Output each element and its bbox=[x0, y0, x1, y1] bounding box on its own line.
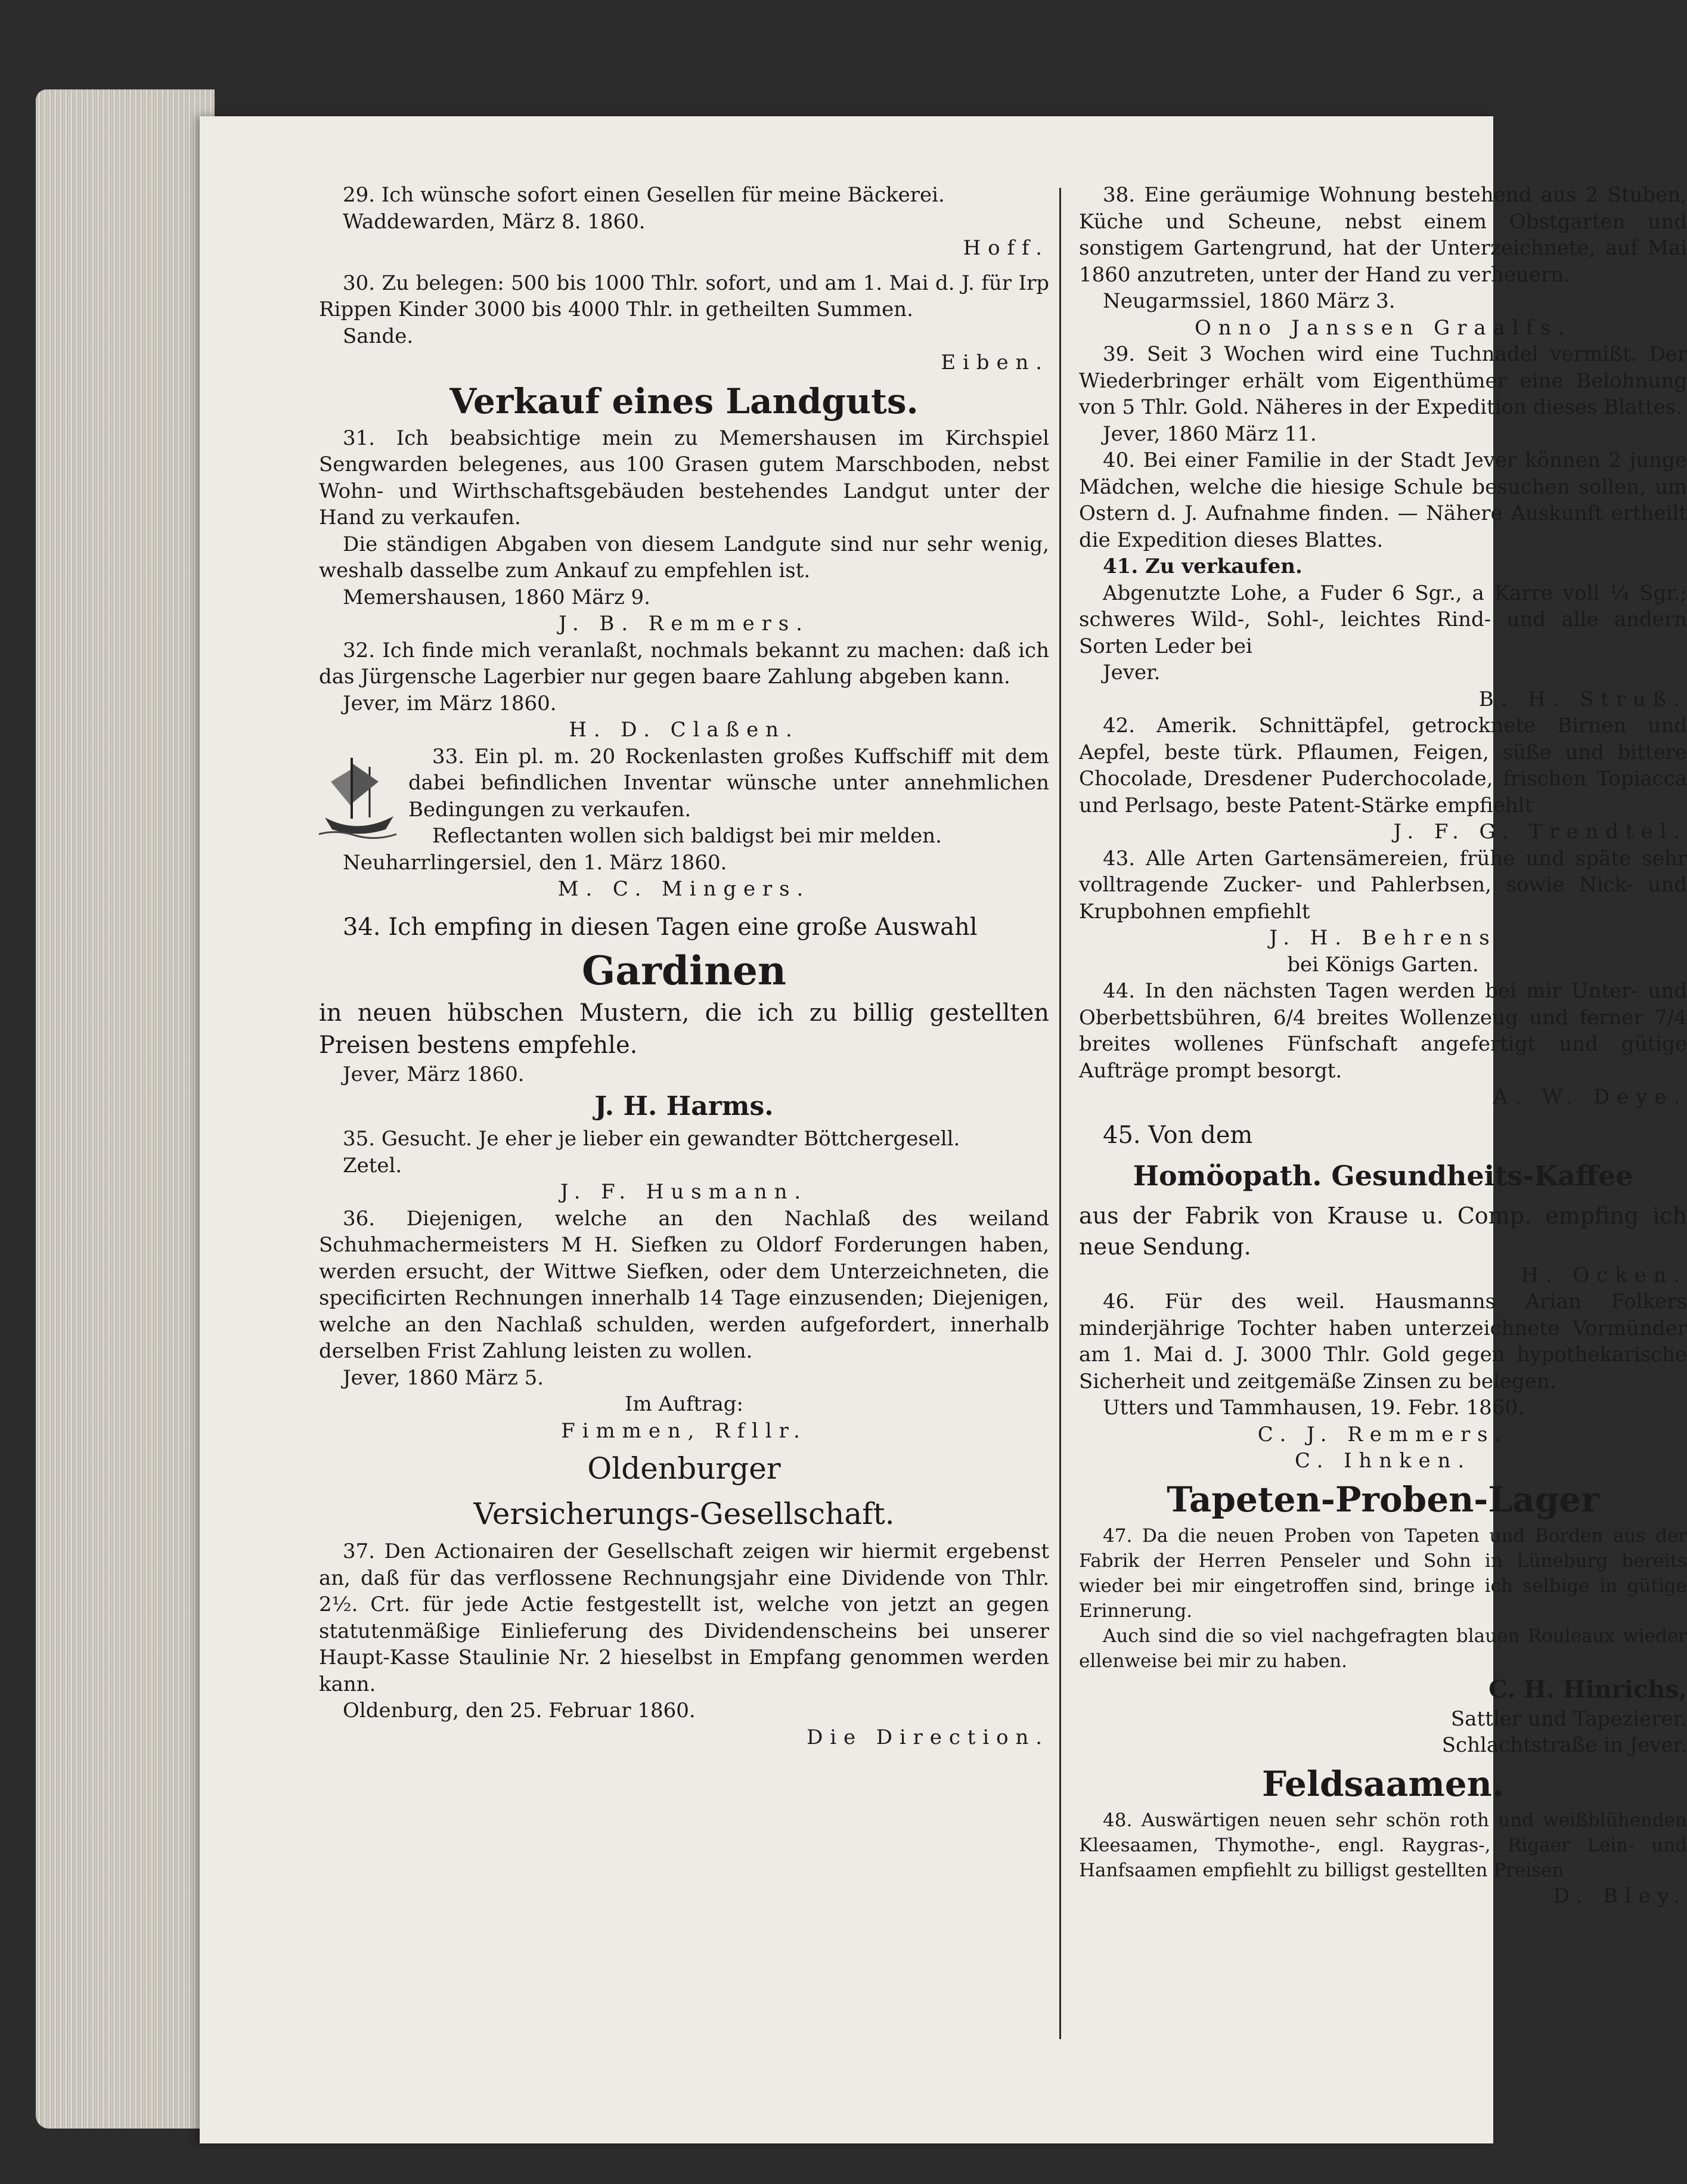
ad-39-place: Jever, 1860 März 11. bbox=[1103, 422, 1317, 446]
ad-47-sign3: Schlachtstraße in Jever. bbox=[1441, 1733, 1687, 1757]
ad-48-sign: D. Bley. bbox=[1553, 1883, 1687, 1908]
ad-33-text: 33. Ein pl. m. 20 Rockenlasten großes Kuffschiff mit dem dabei befindlichen Inventar wünsche unter annehmlichen Bedingungen zu verkaufen. bbox=[408, 744, 1049, 822]
ship-icon bbox=[319, 746, 396, 841]
ad-46-sign: C. J. Remmers. bbox=[1257, 1422, 1509, 1446]
heading-kaffee: Homöopath. Gesundheits-Kaffee bbox=[1133, 1159, 1633, 1192]
ad-32-place: Jever, im März 1860. bbox=[343, 691, 557, 715]
ad-35-place: Zetel. bbox=[343, 1153, 402, 1178]
newspaper-page bbox=[200, 116, 1687, 2143]
heading-gardinen: Gardinen bbox=[581, 947, 787, 994]
ad-45-text1: 45. Von dem bbox=[1103, 1121, 1253, 1149]
heading-feldsaamen: Feldsaamen. bbox=[1262, 1763, 1504, 1804]
ad-31-place: Memershausen, 1860 März 9. bbox=[343, 585, 650, 609]
ad-38-text: 38. Eine geräumige Wohnung bestehend aus 2 Stuben, Küche und Scheune, nebst einem Obstgarten und sonstigem Gartengrund, hat der Unterzeichnete, auf Mai 1860 anzutreten, unter der Hand zu verheuern. bbox=[1079, 183, 1687, 287]
ad-36-text: 36. Diejenigen, welche an den Nachlaß des weiland Schuhmachermeisters M H. Siefken zu Oldorf Forderungen haben, werden ersucht, der Wittwe Siefken, oder dem Unterzeichneten, die specificirten Rechnungen innerhalb 14 Tage einzusenden; Diejenigen, welche an den Nachlaß schulden, werden aufgefordert, innerhalb derselben Frist Zahlung leisten zu wollen. bbox=[319, 1206, 1049, 1363]
ad-41-text: Abgenutzte Lohe, a Fuder 6 Sgr., a Karre voll ¼ Sgr.; schweres Wild-, Sohl-, leichtes Rind- und alle andern Sorten Leder bei bbox=[1079, 581, 1687, 658]
ad-38-sign: Onno Janssen Graalfs. bbox=[1194, 315, 1572, 340]
ad-47-sign: C. H. Hinrichs, bbox=[1488, 1675, 1687, 1703]
ad-30-text: 30. Zu belegen: 500 bis 1000 Thlr. sofort, und am 1. Mai d. J. für Irp Rippen Kinder 3000 bis 4000 Thlr. in getheilten Summen. bbox=[319, 271, 1049, 321]
book-page-edges bbox=[36, 89, 215, 2129]
ad-34-sign: J. H. Harms. bbox=[594, 1091, 774, 1122]
ad-37-place: Oldenburg, den 25. Februar 1860. bbox=[343, 1699, 696, 1723]
ad-43-text: 43. Alle Arten Gartensämereien, frühe und späte sehr volltragende Zucker- und Pahlerbsen, sowie Nick- und Krupbohnen empfiehlt bbox=[1079, 846, 1687, 924]
ad-35-sign: J. F. Husmann. bbox=[560, 1180, 808, 1204]
ad-34-text1: 34. Ich empfing in diesen Tagen eine große Auswahl bbox=[343, 913, 978, 941]
ad-33-place: Neuharrlingersiel, den 1. März 1860. bbox=[343, 850, 727, 875]
left-column bbox=[319, 182, 1049, 1751]
ad-29-sign: Hoff. bbox=[963, 236, 1049, 260]
ad-42-sign: J. F. G. Trendtel. bbox=[1393, 820, 1687, 844]
ad-46-text: 46. Für des weil. Hausmanns Arian Folkers minderjährige Tochter haben unterzeichnete Vormünder am 1. Mai d. J. 3000 Thlr. Gold gegen hypothekarische Sicherheit und zeitgemäße Zinsen zu belegen. bbox=[1079, 1290, 1687, 1393]
ad-41-sign: B. H. Struß. bbox=[1478, 687, 1687, 711]
ad-45-sign: H. Ocken. bbox=[1521, 1263, 1687, 1287]
ad-47-text: 47. Da die neuen Proben von Tapeten und Borden aus der Fabrik der Herren Penseler und Sohn in Lüneburg bereits wieder bei mir eingetroffen sind, bringe ich selbige in gütige Erinnerung. bbox=[1079, 1525, 1687, 1622]
ad-48-text: 48. Auswärtigen neuen sehr schön roth und weißblühenden Kleesaamen, Thymothe-, engl. Raygras-, Rigaer Lein- und Hanfsaamen empfiehlt zu billigst gestellten Preisen bbox=[1079, 1809, 1687, 1881]
ad-43-sign2: bei Königs Garten. bbox=[1287, 952, 1479, 977]
ad-41-heading: 41. Zu verkaufen. bbox=[1103, 554, 1303, 578]
ad-33-text2: Reflectanten wollen sich baldigst bei mir melden. bbox=[432, 824, 942, 848]
ad-40-text: 40. Bei einer Familie in der Stadt Jever können 2 junge Mädchen, welche die hiesige Schule besuchen sollen, um Ostern d. J. Aufnahme finden. — Nähere Auskunft ertheilt die Expedition dieses Blattes. bbox=[1079, 448, 1687, 552]
ad-41-place: Jever. bbox=[1103, 661, 1161, 684]
ad-29-text: 29. Ich wünsche sofort einen Gesellen für meine Bäckerei. bbox=[343, 183, 945, 207]
heading-oldenburger: Oldenburger bbox=[587, 1451, 781, 1486]
right-column bbox=[1079, 182, 1687, 1909]
ad-33-sign: M. C. Mingers. bbox=[557, 877, 811, 901]
ad-31-text2: Die ständigen Abgaben von diesem Landgute sind nur sehr wenig, weshalb dasselbe zum Ankauf zu empfehlen ist. bbox=[319, 532, 1049, 583]
ad-36-place: Jever, 1860 März 5. bbox=[343, 1365, 544, 1390]
ad-30-place: Sande. bbox=[343, 324, 414, 348]
ad-30-sign: Eiben. bbox=[941, 351, 1049, 374]
ad-44-sign: A. W. Deye. bbox=[1493, 1085, 1687, 1109]
ad-44-text: 44. In den nächsten Tagen werden bei mir Unter- und Oberbettsbühren, 6/4 breites Wollenzeug und ferner 7/4 breites wollenes Fünfschaft angefertigt und gütige Aufträge prompt besorgt. bbox=[1079, 979, 1687, 1083]
ad-39-text: 39. Seit 3 Wochen wird eine Tuchnadel vermißt. Der Wiederbringer erhält vom Eigenthümer eine Belohnung von 5 Thlr. Gold. Näheres in der Expedition dieses Blattes. bbox=[1079, 342, 1687, 419]
ad-36-sign: Fimmen, Rfllr. bbox=[561, 1418, 807, 1443]
ad-37-sign: Die Direction. bbox=[807, 1725, 1049, 1749]
ad-43-sign: J. H. Behrens bbox=[1269, 926, 1497, 950]
ad-42-text: 42. Amerik. Schnittäpfel, getrocknete Birnen und Aepfel, beste türk. Pflaumen, Feigen, süße und bittere Chocolade, Dresdener Puderchocolade, frischen Topiacca und Perlsago, beste Patent-Stärke empfiehlt bbox=[1079, 714, 1687, 817]
ad-29-place: Waddewarden, März 8. 1860. bbox=[343, 209, 646, 234]
ad-32-sign: H. D. Claßen. bbox=[569, 718, 799, 742]
ad-38-place: Neugarmssiel, 1860 März 3. bbox=[1103, 289, 1396, 313]
ad-34-text2: in neuen hübschen Mustern, die ich zu billig gestellten Preisen bestens empfehle. bbox=[319, 999, 1049, 1059]
ad-47-sign2: Sattler und Tapezierer. bbox=[1450, 1706, 1687, 1731]
column-divider bbox=[1059, 188, 1061, 2039]
ad-47-text2: Auch sind die so viel nachgefragten blauen Rouleaux wieder ellenweise bei mir zu haben. bbox=[1079, 1625, 1687, 1672]
ad-31-sign: J. B. Remmers. bbox=[559, 612, 810, 636]
heading-tapeten: Tapeten-Proben-Lager bbox=[1167, 1479, 1599, 1520]
heading-versicherung: Versicherungs-Gesellschaft. bbox=[473, 1497, 895, 1531]
ad-46-place: Utters und Tammhausen, 19. Febr. 1860. bbox=[1103, 1396, 1524, 1420]
ad-31-text1: 31. Ich beabsichtige mein zu Memershausen im Kirchspiel Sengwarden belegenes, aus 100 Grasen gutem Marschboden, nebst Wohn- und Wirthschaftsgebäuden bestehendes Landgut unter der Hand zu verkaufen. bbox=[319, 426, 1049, 529]
ad-35-text: 35. Gesucht. Je eher je lieber ein gewandter Böttchergesell. bbox=[343, 1127, 960, 1151]
ad-45-text2: aus der Fabrik von Krause u. Comp. empfing ich neue Sendung. bbox=[1079, 1202, 1687, 1260]
ad-34-place: Jever, März 1860. bbox=[343, 1062, 525, 1086]
ad-32-text: 32. Ich finde mich veranlaßt, nochmals bekannt zu machen: daß ich das Jürgensche Lagerbier nur gegen baare Zahlung abgeben kann. bbox=[319, 638, 1049, 689]
ad-46-sign2: C. Ihnken. bbox=[1294, 1449, 1472, 1473]
heading-landgut: Verkauf eines Landguts. bbox=[449, 380, 919, 422]
ad-36-auftrag: Im Auftrag: bbox=[625, 1392, 743, 1416]
ad-37-text: 37. Den Actionairen der Gesellschaft zeigen wir hiermit ergebenst an, daß für das verflossene Rechnungsjahr eine Dividende von Thlr. 2½. Crt. für jede Actie festgestellt ist, welche von jetzt an gegen statutenmäßige Einlieferung des Dividendenscheins bei unserer Haupt-Kasse Staulinie Nr. 2 hieselbst in Empfang genommen werden kann. bbox=[319, 1539, 1049, 1696]
